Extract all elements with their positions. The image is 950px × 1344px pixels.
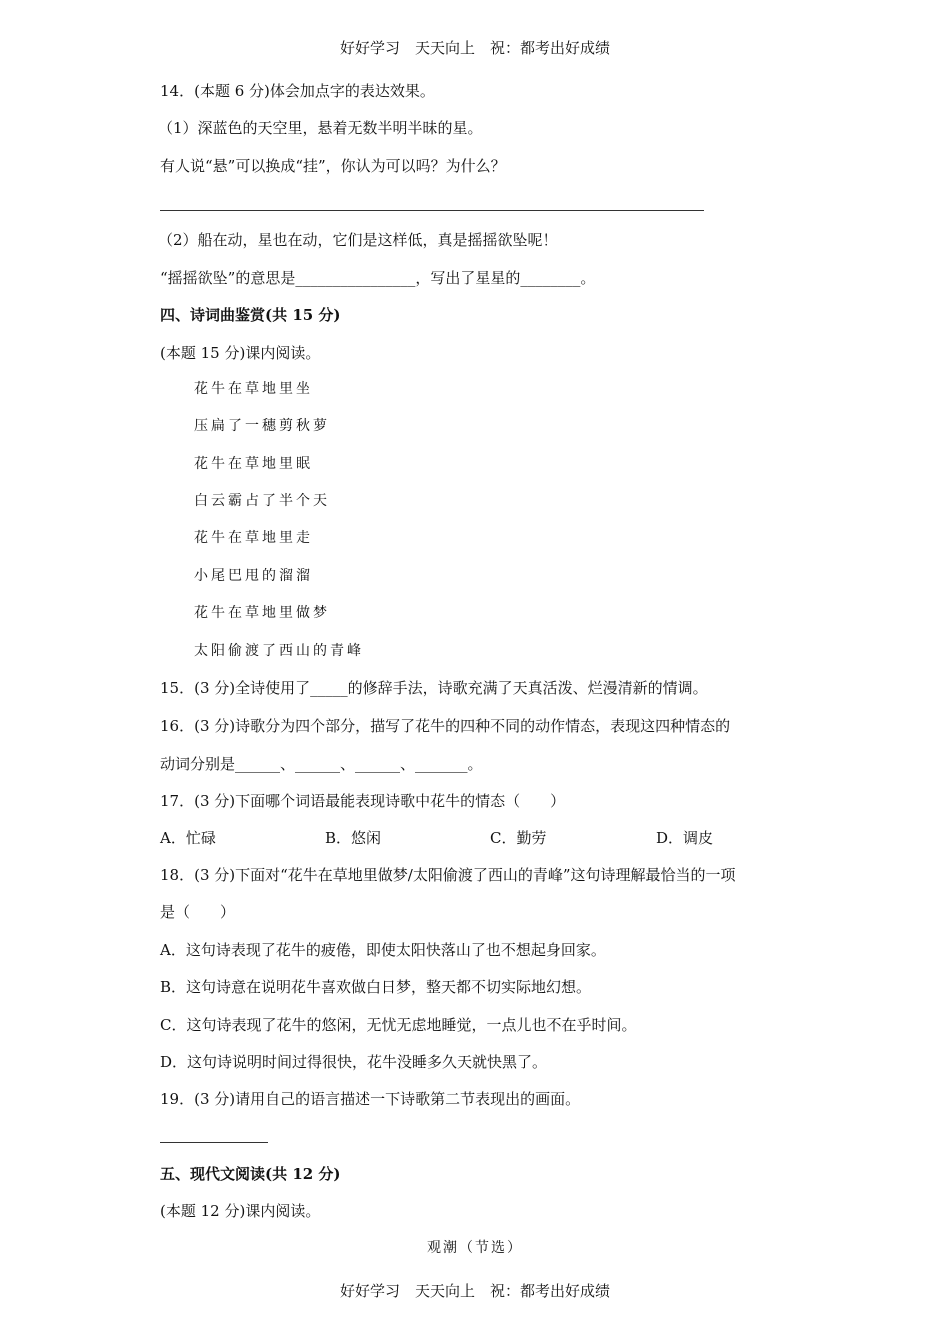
q16-line1: 16．(3 分)诗歌分为四个部分，描写了花牛的四种不同的动作情态，表现这四种情态的	[160, 717, 731, 735]
answer-line[interactable]	[160, 1142, 268, 1143]
q14-part1-question: 有人说“悬”可以换成“挂”，你认为可以吗？为什么？	[160, 157, 506, 175]
passage-title: 观潮（节选）	[427, 1240, 523, 1256]
q17-option-a[interactable]: A．忙碌	[160, 829, 216, 847]
q14-title: 14．(本题 6 分)体会加点字的表达效果。	[160, 82, 435, 100]
q18-option-d[interactable]: D．这句诗说明时间过得很快，花牛没睡多久天就快黑了。	[160, 1053, 548, 1071]
poem-line: 压扁了一穗剪秋萝	[194, 418, 330, 434]
q17-option-d[interactable]: D．调皮	[656, 829, 714, 847]
poem-line: 小尾巴甩的溜溜	[194, 568, 313, 584]
poem-line: 花牛在草地里走	[194, 530, 313, 546]
answer-line[interactable]	[160, 210, 704, 211]
section-4-title: 四、诗词曲鉴赏(共 15 分)	[160, 306, 341, 324]
q17-stem: 17．(3 分)下面哪个词语最能表现诗歌中花牛的情态（ ）	[160, 792, 566, 810]
section-5-intro: (本题 12 分)课内阅读。	[160, 1202, 321, 1220]
q14-part2-question: “摇摇欲坠”的意思是________________，写出了星星的________。	[160, 269, 596, 287]
poem-line: 白云霸占了半个天	[194, 493, 330, 509]
q18-line1: 18．(3 分)下面对“花牛在草地里做梦/太阳偷渡了西山的青峰”这句诗理解最恰当的一项	[160, 866, 736, 884]
q14-part2: （2）船在动，星也在动，它们是这样低，真是摇摇欲坠呢！	[158, 231, 558, 249]
q18-line2: 是（ ）	[160, 903, 236, 921]
q17-option-c[interactable]: C．勤劳	[490, 829, 547, 847]
q18-option-a[interactable]: A．这句诗表现了花牛的疲倦，即使太阳快落山了也不想起身回家。	[160, 941, 606, 959]
poem-line: 太阳偷渡了西山的青峰	[194, 643, 364, 659]
poem-line: 花牛在草地里坐	[194, 381, 313, 397]
page-header: 好好学习 天天向上 祝：都考出好成绩	[339, 39, 610, 57]
q17-option-b[interactable]: B．悠闲	[325, 829, 382, 847]
poem-line: 花牛在草地里做梦	[194, 605, 330, 621]
q15: 15．(3 分)全诗使用了_____的修辞手法，诗歌充满了天真活泼、烂漫清新的情调。	[160, 679, 708, 697]
q18-option-c[interactable]: C．这句诗表现了花牛的悠闲，无忧无虑地睡觉，一点儿也不在乎时间。	[160, 1016, 637, 1034]
q19: 19．(3 分)请用自己的语言描述一下诗歌第二节表现出的画面。	[160, 1090, 581, 1108]
q14-part1: （1）深蓝色的天空里，悬着无数半明半昧的星。	[158, 119, 483, 137]
q16-line2: 动词分别是______、______、______、_______。	[160, 755, 483, 773]
poem-line: 花牛在草地里眠	[194, 456, 313, 472]
section-4-intro: (本题 15 分)课内阅读。	[160, 344, 321, 362]
page-footer: 好好学习 天天向上 祝：都考出好成绩	[339, 1282, 610, 1300]
q18-option-b[interactable]: B．这句诗意在说明花牛喜欢做白日梦，整天都不切实际地幻想。	[160, 978, 592, 996]
section-5-title: 五、现代文阅读(共 12 分)	[160, 1165, 341, 1183]
